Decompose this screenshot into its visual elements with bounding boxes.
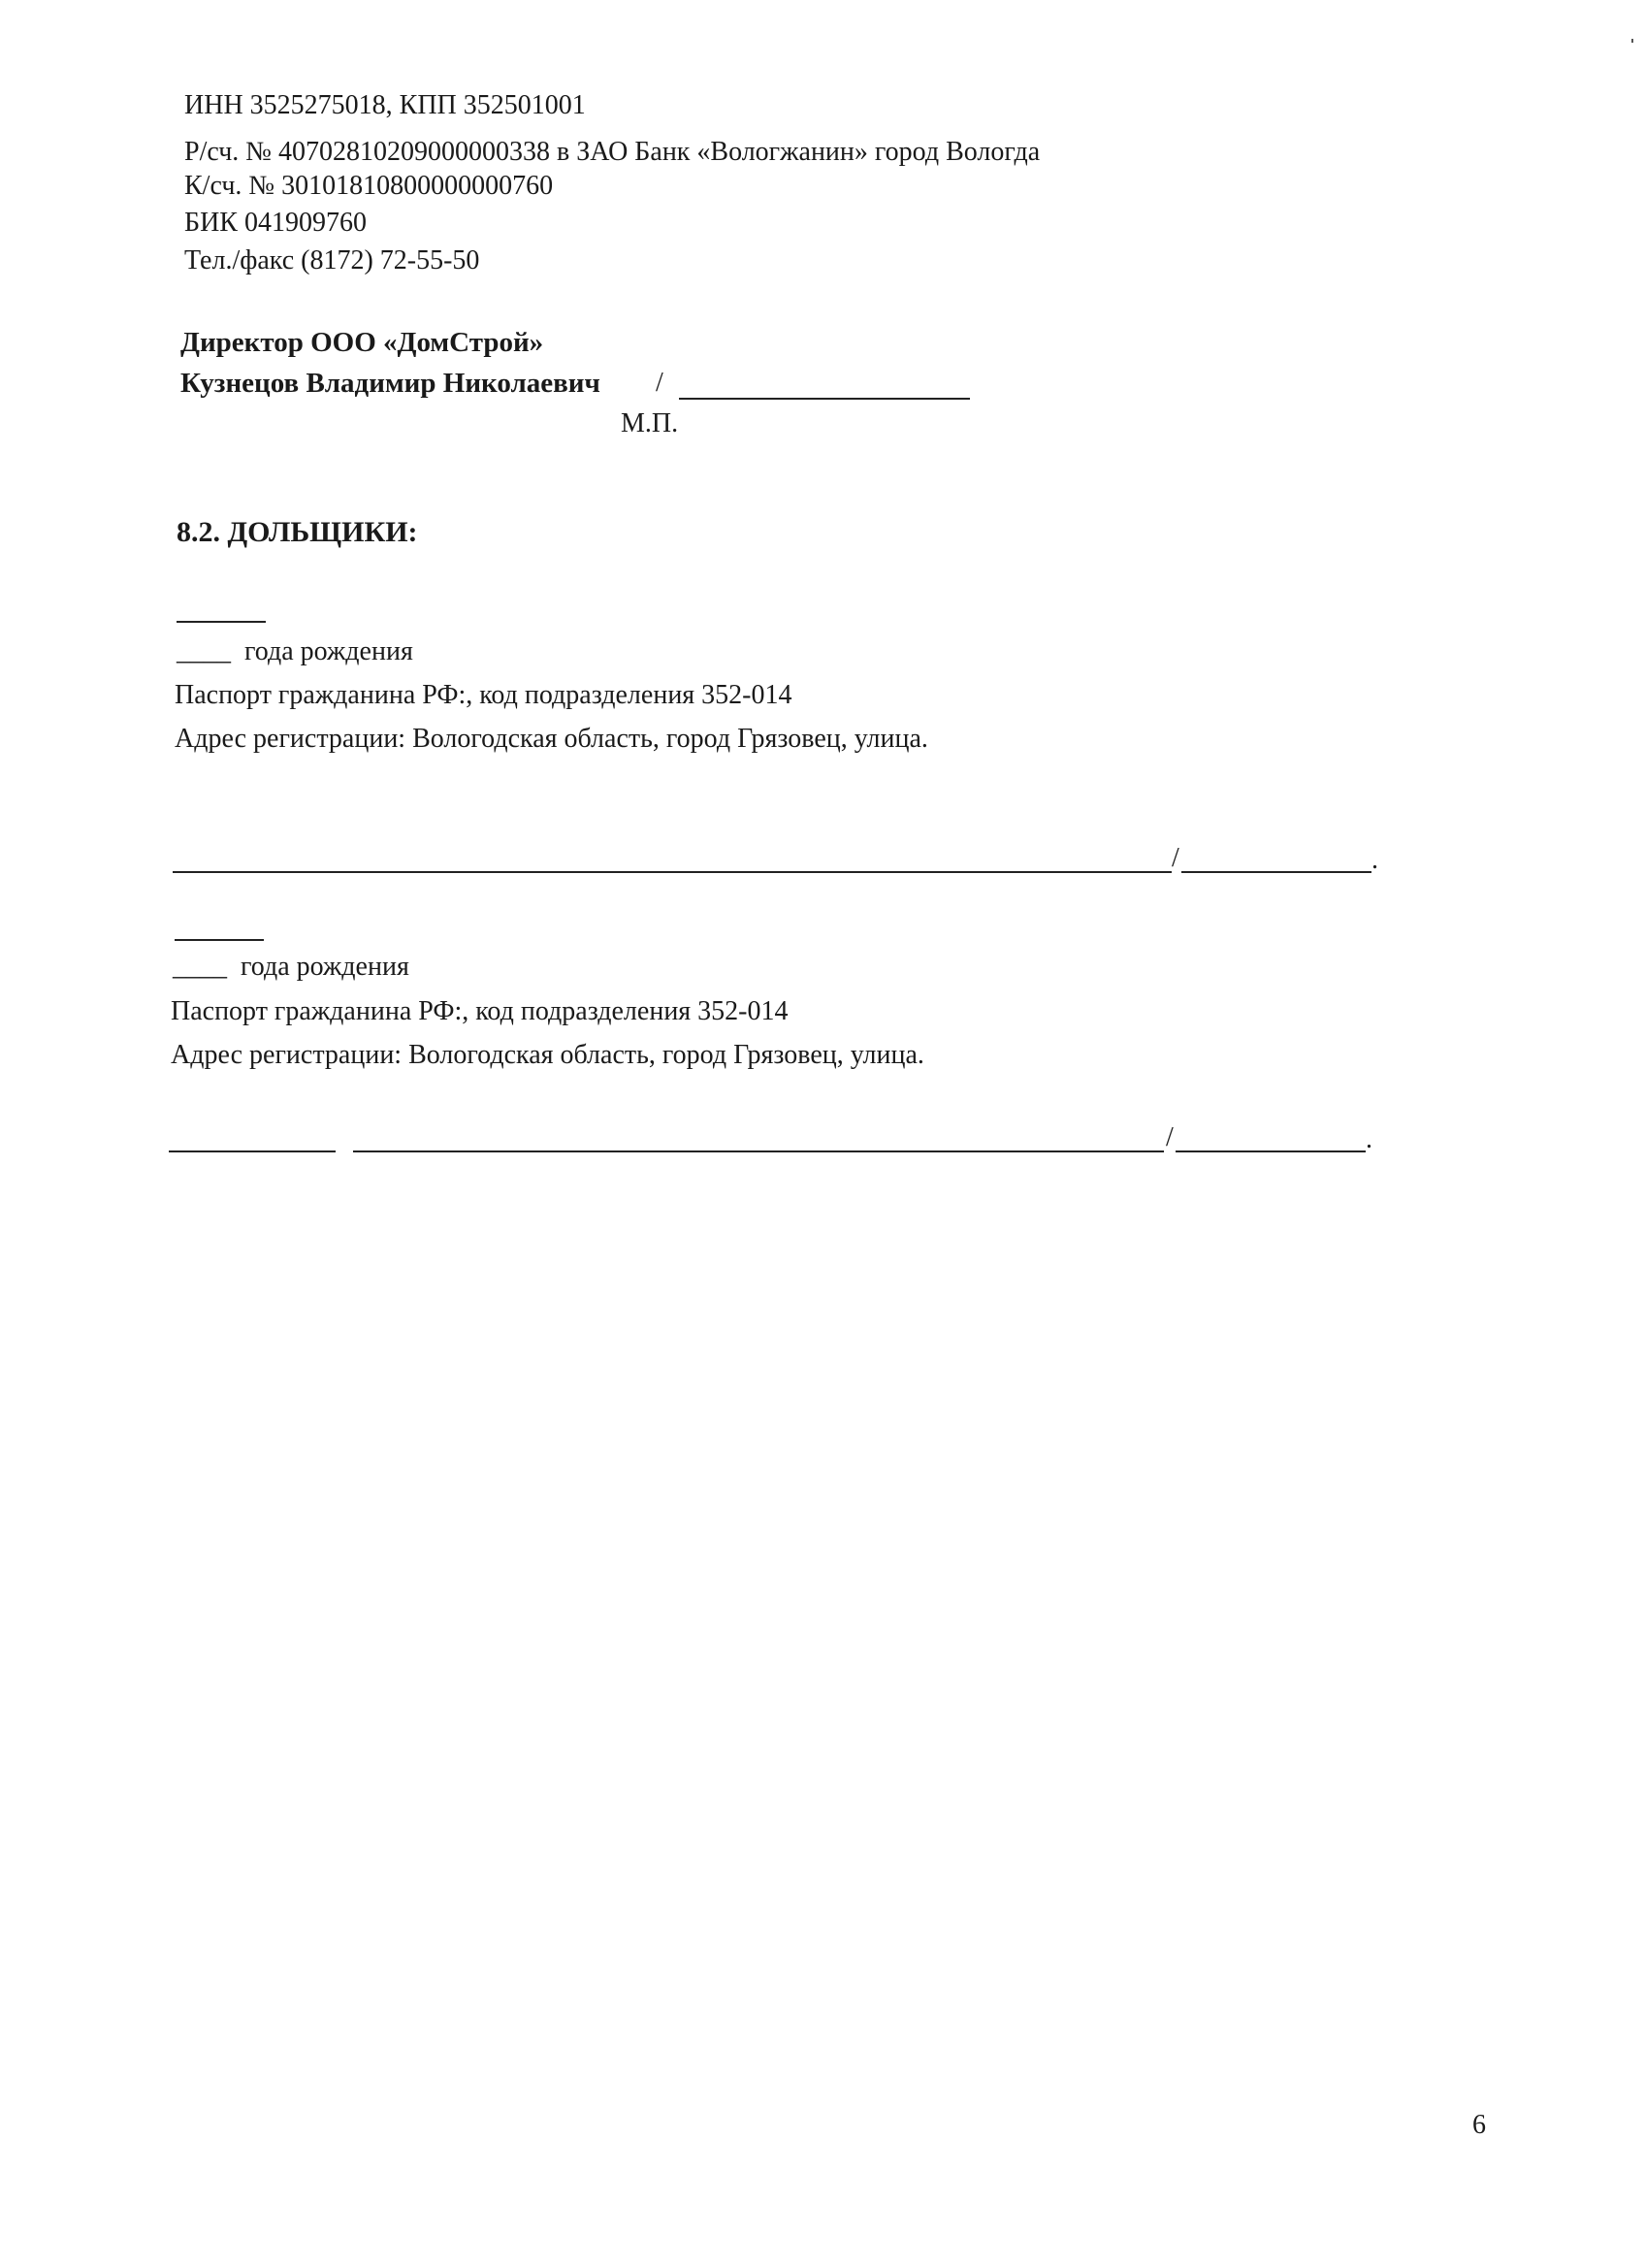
correspondent-account: К/сч. № 30101810800000000760 (184, 171, 554, 201)
scan-speck-icon (1631, 39, 1633, 43)
bik: БИК 041909760 (184, 208, 367, 238)
participant-2-birth-blank: ____ (173, 952, 227, 982)
participant-2-name-blank (175, 939, 264, 941)
participant-2-signature-line-b (353, 1150, 1164, 1152)
participant-1-signature-slash: / (1172, 843, 1179, 873)
section-heading: 8.2. ДОЛЬЩИКИ: (177, 516, 418, 548)
participant-1-address: Адрес регистрации: Вологодская область, город Грязовец, улица. (175, 724, 928, 754)
stamp-mark: М.П. (621, 408, 679, 438)
director-title: Директор ООО «ДомСтрой» (180, 327, 544, 358)
director-signature-slash: / (656, 368, 663, 398)
phone-fax: Тел./факс (8172) 72-55-50 (184, 245, 480, 275)
participant-2-address: Адрес регистрации: Вологодская область, город Грязовец, улица. (171, 1040, 924, 1070)
participant-1-signature-line (173, 871, 1172, 873)
participant-1-name-line (1181, 871, 1371, 873)
inn-kpp: ИНН 3525275018, КПП 352501001 (184, 90, 586, 120)
participant-1-end-dot: . (1371, 845, 1378, 875)
participant-2-passport: Паспорт гражданина РФ:, код подразделения 352-014 (171, 996, 789, 1026)
director-signature-line (679, 398, 970, 400)
participant-1-birth-blank: ____ (177, 636, 231, 666)
participant-2-birth: года рождения (241, 952, 409, 982)
settlement-account: Р/сч. № 40702810209000000338 в ЗАО Банк «Вологжанин» город Вологда (184, 137, 1041, 167)
participant-2-end-dot: . (1366, 1124, 1372, 1154)
participant-2-signature-slash: / (1166, 1122, 1174, 1152)
page-number: 6 (1472, 2110, 1486, 2140)
participant-2-name-line (1176, 1150, 1366, 1152)
participant-1-passport: Паспорт гражданина РФ:, код подразделения 352-014 (175, 680, 792, 710)
participant-2-signature-line-a (169, 1150, 336, 1152)
director-name: Кузнецов Владимир Николаевич (180, 368, 600, 399)
participant-1-name-blank (177, 621, 266, 623)
participant-1-birth: года рождения (244, 636, 413, 666)
